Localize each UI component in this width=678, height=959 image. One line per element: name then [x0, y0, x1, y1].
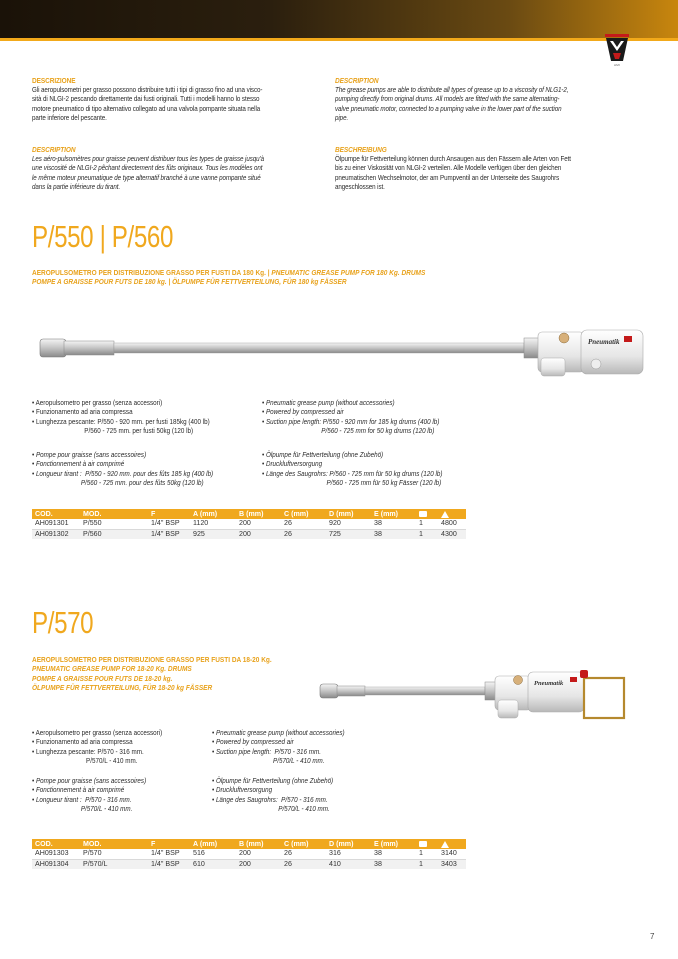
table-header-row [32, 509, 466, 519]
product1-features-en [262, 398, 439, 436]
feature-line: • Suction pipe length: P/570 - 316 mm. [212, 746, 321, 756]
description-fr-line: Les aéro-pulsomètres pour graisse peuvent distribuer tous les types de graisse jusqu'à [32, 154, 265, 163]
svg-text:Pneumatik: Pneumatik [588, 338, 620, 346]
cell: 3140 [438, 849, 466, 859]
description-en-line: The grease pumps are able to distribute all types of grease up to a viscosity of NLG1-2, [335, 85, 569, 94]
feature-line: • Lunghezza pescante: P/570 - 316 mm. [32, 746, 144, 756]
cell: 3403 [438, 859, 466, 869]
product2-spec-table [32, 839, 466, 869]
cell: 1 [416, 519, 438, 529]
product1-subtitle-line1 [32, 268, 425, 277]
cell: 4800 [438, 519, 466, 529]
description-it-line: Gli aeropulsometri per grasso possono distribuire tutti i tipi di grasso fino ad una visco- [32, 85, 263, 94]
brand-logo-text: AMI [614, 63, 620, 67]
cell: 26 [281, 849, 326, 859]
cell: AH091304 [32, 859, 80, 869]
description-en-line: pumping directly from original drums. All models are fitted with the same alternating- [335, 95, 560, 104]
col-f: F [148, 839, 190, 849]
cell: 920 [326, 519, 371, 529]
description-it-line: sità di NLGI-2 pescando direttamente dai fusti originali. Tutti i modelli hanno lo stesso [32, 95, 260, 104]
feature-line: • Pompe pour graisse (sans accessoires) [32, 776, 147, 785]
cell: AH091301 [32, 519, 80, 529]
cell: 925 [190, 529, 236, 539]
cell: 200 [236, 849, 281, 859]
feature-line: • Ölpumpe für Fettverteilung (ohne Zubehö) [212, 776, 334, 785]
col-c: C (mm) [281, 839, 326, 849]
product2-subtitle-en: PNEUMATIC GREASE PUMP FOR 18-20 Kg. DRUMS [32, 664, 192, 674]
cell: 4300 [438, 529, 466, 539]
product2-title: P/570 [32, 605, 94, 640]
product2-subtitle-de: ÖLPUMPE FÜR FETTVERTEILUNG, FÜR 18-20 kg FÄSSER [32, 683, 213, 693]
cell: 26 [281, 519, 326, 529]
feature-line: P/570/L - 410 mm. [32, 756, 138, 766]
weight-icon [438, 509, 466, 519]
feature-line: • Powered by compressed air [212, 737, 294, 747]
header-bar [0, 0, 678, 38]
col-mod: MOD. [80, 839, 148, 849]
feature-line: • Druckluftversorgung [212, 785, 273, 795]
feature-line: P/570/L - 410 mm. [212, 756, 325, 766]
description-de-heading: BESCHREIBUNG [335, 145, 387, 154]
description-en-line: valve pneumatic motor, connected to a pumping valve in the lower part of the suction [335, 104, 562, 113]
box-icon [416, 839, 438, 849]
cell: 38 [371, 849, 416, 859]
table-row [32, 519, 466, 529]
table-row [32, 849, 466, 859]
cell: 1 [416, 849, 438, 859]
product1-subtitle-it: AEROPULSOMETRO PER DISTRIBUZIONE GRASSO PER FUSTI DA 180 Kg. | [32, 268, 272, 277]
feature-line: • Länge des Saugrohrs: P/570 - 316 mm. [212, 794, 328, 804]
table-header-row [32, 839, 466, 849]
description-en-line: pipe. [335, 114, 349, 123]
feature-line: P/560 - 725 mm für 50 kg Fässer (120 lb) [262, 478, 442, 488]
cell: 1 [416, 529, 438, 539]
grease-pump-p550-image [36, 322, 666, 384]
col-cod: COD. [32, 509, 80, 519]
feature-line: • Fonctionnement à air comprimé [32, 785, 125, 795]
col-cod: COD. [32, 839, 80, 849]
col-b: B (mm) [236, 509, 281, 519]
cell: AH091303 [32, 849, 80, 859]
cell: 410 [326, 859, 371, 869]
description-fr-line: une viscosité de NLGI-2 pêchant directement des fûts originaux. Tous les modèles ont [32, 164, 263, 173]
description-fr-line: le même moteur pneumatique de type alternatif branché à une vanne pompante situé [32, 173, 261, 182]
description-it-line: parte inferiore del pescante. [32, 114, 107, 123]
cell: P/550 [80, 519, 148, 529]
feature-line: • Fonctionnement à air comprimé [32, 459, 125, 469]
description-de-line: bis zu einer Viskosität von NLGI-2 verteilen. Alle Modelle verfügen über den gleichen [335, 164, 562, 173]
feature-line: • Longueur tirant : P/550 - 920 mm. pour des fûts 185 kg (400 lb) [32, 468, 214, 478]
description-fr-line: dans la partie inférieure du tirant. [32, 183, 121, 192]
col-c: C (mm) [281, 509, 326, 519]
feature-line: P/560 - 725 mm. per fusti 50kg (120 lb) [32, 426, 194, 436]
table-row [32, 859, 466, 869]
cell: 725 [326, 529, 371, 539]
product2-features-it [32, 728, 162, 766]
product1-subtitle-line2: POMPE A GRAISSE POUR FUTS DE 180 kg. | ÖLPUMPE FÜR FETTVERTEILUNG, FÜR 180 kg FÄSSER [32, 277, 347, 287]
col-e: E (mm) [371, 509, 416, 519]
product1-subtitle-en: PNEUMATIC GREASE PUMP FOR 180 Kg. DRUMS [271, 268, 426, 277]
product2-features-en [212, 728, 345, 766]
cell: 26 [281, 859, 326, 869]
description-fr [32, 145, 322, 193]
feature-line: • Pneumatic grease pump (without accessories) [212, 728, 345, 737]
col-d: D (mm) [326, 839, 371, 849]
product2-subtitle [32, 655, 272, 693]
col-a: A (mm) [190, 839, 236, 849]
cell: 38 [371, 859, 416, 869]
product2-subtitle-fr: POMPE A GRAISSE POUR FUTS DE 18-20 kg. [32, 673, 173, 683]
description-en-heading: DESCRIPTION [335, 76, 379, 85]
feature-line: • Aeropulsometro per grasso (senza accessori) [32, 728, 163, 737]
description-it-line: motore pneumatico di tipo alternativo collegato ad una valvola pompante situata nella [32, 104, 261, 113]
feature-line: • Suction pipe length: P/550 - 920 mm for 185 kg drums (400 lb) [262, 416, 440, 426]
cell: AH091302 [32, 529, 80, 539]
svg-text:Pneumatik: Pneumatik [534, 680, 564, 687]
product2-features-de [212, 776, 333, 814]
description-de [335, 145, 625, 193]
product2-subtitle-it: AEROPULSOMETRO PER DISTRIBUZIONE GRASSO PER FUSTI DA 18-20 Kg. [32, 655, 272, 664]
cell: 38 [371, 519, 416, 529]
feature-line: • Pompe pour graisse (sans accessoires) [32, 450, 147, 459]
cell: 1 [416, 859, 438, 869]
col-a: A (mm) [190, 509, 236, 519]
cell: 200 [236, 859, 281, 869]
feature-line: P/570/L - 410 mm. [212, 804, 330, 814]
brand-logo-icon [604, 33, 630, 63]
product1-subtitle [32, 268, 425, 287]
description-it [32, 76, 322, 124]
cell: 610 [190, 859, 236, 869]
cell: 1/4" BSP [148, 529, 190, 539]
box-icon [416, 509, 438, 519]
col-b: B (mm) [236, 839, 281, 849]
cell: 38 [371, 529, 416, 539]
cell: 1/4" BSP [148, 859, 190, 869]
feature-line: • Longueur tirant : P/570 - 316 mm. [32, 794, 132, 804]
cell: P/570 [80, 849, 148, 859]
description-de-line: pneumatischen Wechselmotor, der am Pumpventil an der Unterseite des Saugrohrs [335, 173, 560, 182]
product1-features-fr [32, 450, 213, 488]
cell: P/570/L [80, 859, 148, 869]
feature-line: • Funzionamento ad aria compressa [32, 407, 133, 417]
feature-line: • Ölpumpe für Fettverteilung (ohne Zubehö) [262, 450, 384, 459]
col-mod: MOD. [80, 509, 148, 519]
cell: 516 [190, 849, 236, 859]
header-accent-line [0, 38, 678, 41]
description-de-line: angeschlossen ist. [335, 183, 385, 192]
feature-line: • Funzionamento ad aria compressa [32, 737, 133, 747]
feature-line: • Powered by compressed air [262, 407, 344, 417]
col-f: F [148, 509, 190, 519]
col-d: D (mm) [326, 509, 371, 519]
description-de-line: Ölpumpe für Fettverteilung können durch Ansaugen aus den Fässern alle Arten von Fett [335, 154, 571, 163]
feature-line: • Länge des Saugrohrs: P/560 - 725 mm für 50 kg drums (120 lb) [262, 468, 443, 478]
product1-spec-table [32, 509, 466, 539]
feature-line: • Pneumatic grease pump (without accessories) [262, 398, 395, 407]
cell: P/560 [80, 529, 148, 539]
product2-features-fr [32, 776, 146, 814]
cell: 1/4" BSP [148, 519, 190, 529]
feature-line: P/560 - 725 mm for 50 kg drums (120 lb) [262, 426, 435, 436]
feature-line: • Aeropulsometro per grasso (senza accessori) [32, 398, 163, 407]
feature-line: P/570/L - 410 mm. [32, 804, 133, 814]
weight-icon [438, 839, 466, 849]
description-fr-heading: DESCRIPTION [32, 145, 76, 154]
description-en [335, 76, 625, 124]
cell: 26 [281, 529, 326, 539]
product1-features-it [32, 398, 210, 436]
col-e: E (mm) [371, 839, 416, 849]
table-row [32, 529, 466, 539]
feature-line: P/560 - 725 mm. pour des fûts 50kg (120 lb) [32, 478, 204, 488]
cell: 1120 [190, 519, 236, 529]
cell: 200 [236, 519, 281, 529]
page-number: 7 [650, 932, 655, 941]
cell: 316 [326, 849, 371, 859]
product1-features-de [262, 450, 442, 488]
cell: 1/4" BSP [148, 849, 190, 859]
product1-title: P/550 | P/560 [32, 219, 174, 254]
feature-line: • Druckluftversorgung [262, 459, 323, 469]
description-it-heading: DESCRIZIONE [32, 76, 76, 85]
cell: 200 [236, 529, 281, 539]
feature-line: • Lunghezza pescante: P/550 - 920 mm. per fusti 185kg (400 lb) [32, 416, 210, 426]
grease-pump-p570-image [318, 660, 638, 724]
